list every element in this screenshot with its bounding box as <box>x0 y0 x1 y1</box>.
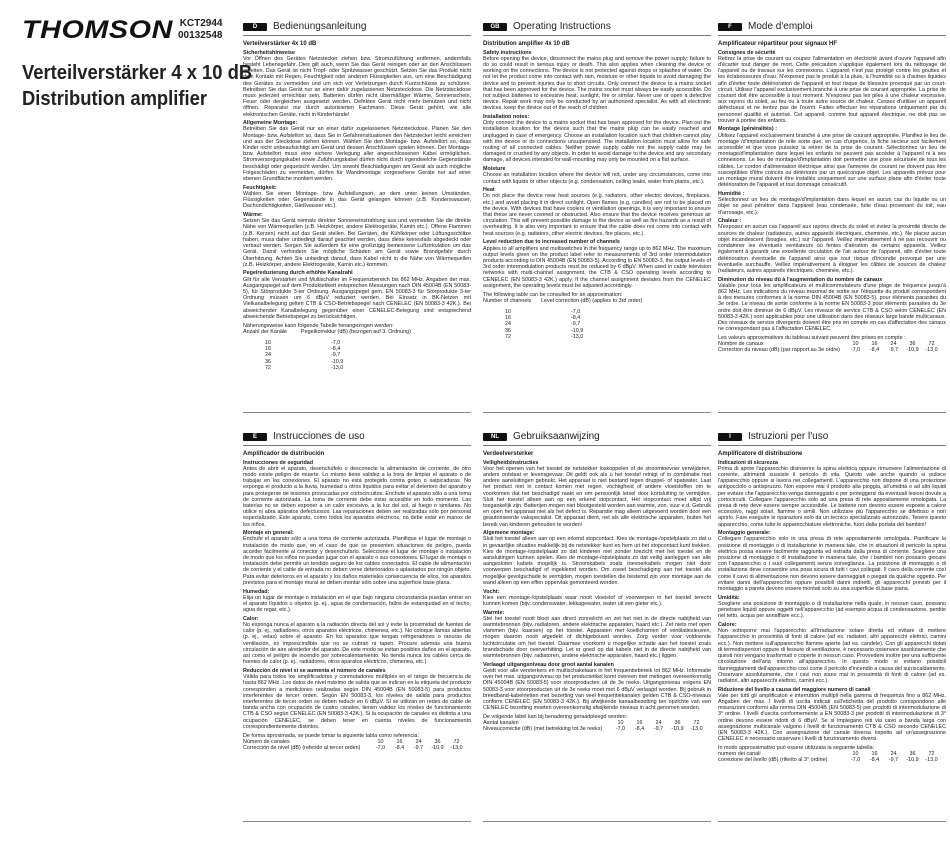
section-heading: Verlaagd uitgangsniveau door groot aantal kanalen <box>483 661 614 668</box>
channels-header: numero dei canali <box>718 751 761 758</box>
channel-count: 72 <box>928 751 935 758</box>
language-badge: F <box>718 23 742 31</box>
language-title: Operating Instructions <box>513 21 611 32</box>
section-text: Geldt voor alle versterkers en multischakelaars in het frequentiebereik tot 862 MHz. Informatie over het max. uitgangsniveau op het productetiket komt overeen met metingen overeenkomstig DIN 45004B (EN 50083-5) voor stoorproducten uit de 3e reeks. Uitgangsniveau volgens EN 50083-3 voor stoorproducten uit de 3e reeks moet met 6 dBµV verlaagd worden. Bij gebruik in breedband-kabelnetten met bezetting van veel frequentiekanalen gelden CTB & CSO-niveaus conform CENELEC (EN 50083-3 42K.). Bij afwijkende kanaalbezetting ten opzichte van een CENELEC-bezetting moeten overeenkomstig afwijkende niveaus in acht genomen worden. <box>483 668 711 712</box>
product-name: Amplificateur répartiteur pour signaux HF <box>718 41 838 47</box>
channels-header: Número de canales <box>243 738 290 745</box>
section-heading: Vocht: <box>483 588 500 595</box>
level-correction-table <box>243 739 471 751</box>
channel-count: 24 <box>655 720 662 727</box>
level-correction-table <box>718 751 946 763</box>
section-heading: Sicherheitshinweise <box>243 49 295 56</box>
section-heading: Consignes de sécurité <box>718 49 776 56</box>
correction-value: -8,4 <box>571 315 581 322</box>
table-intro: De volgende tabel kan bij benadering geraadpleegd worden: <box>483 713 628 720</box>
product-name: Verteilverstärker 4x 10 dB <box>243 41 317 47</box>
divider <box>718 412 946 413</box>
correction-value: -7,0 <box>571 308 581 315</box>
divider <box>243 821 471 822</box>
section-text: Betreiben Sie das Gerät nur an einer dafür zugelassenen Netzsteckdose. Planen Sie den Montage- bzw. Aufstellort so, dass Sie in Gefahrensituationen den Netzstecker leicht erreichen und aus der Steckdose ziehen können. Wählen Sie den Montage- bzw. Aufstellort so, dass Kinder nicht unbeaufsichtigt am Gerät und dessen Anschlüssen spielen können. Der Montage- bzw. Aufstellort muss eine sichere Verlegung aller angeschlossenen Kabel ermöglichen. Stromversorgungskabel sowie Zuführungskabel dürfen nicht durch irgendwelche Gegenstände beschädigt oder gequetscht werden. Um sowohl Beschädigungen am Gerät als auch mögliche Folgeschäden zu vermeiden, dürfen für Wandmontage vorgesehene Geräte nur auf einer ebenen Grundfläche montiert werden. <box>243 126 471 183</box>
section-heading: Reducción de nivel si se aumenta el número de canales <box>243 668 386 674</box>
correction-header: Corrección de nivel (dB) (referido al tercer orden) <box>243 744 361 751</box>
language-title: Bedienungsanleitung <box>273 21 367 32</box>
correction-value: -13,0 <box>571 333 584 340</box>
correction-value: -10,9 <box>431 744 444 751</box>
channel-count: 16 <box>396 738 403 745</box>
correction-value: -13,0 <box>331 364 344 371</box>
channel-count: 72 <box>265 364 271 371</box>
table-row <box>718 347 946 353</box>
channel-count: 24 <box>890 751 897 758</box>
section-text: Vale per tutti gli amplificatori e interruttori multipli nella gamma di frequenza fino a 862 MHz. Angaben der max. I livelli di uscita indicati sull'etichetta del prodotto corrispondono alle misurazioni conformi alla norma DIN 45004B (EN 50083-5) per prodotti di intermodulazione di 3° ordine. I livelli d'uscita conformemente a EN 50083-3 per prodotti di intermodulazione di 3° ordine devono essere ridotti di 6 dBµV. Se si impiegano reti via cavo a banda larga con assegnazione multicanale valgono i livelli di funzionamento CTB & CSO secondo CENELEC (EN 50083-3 42K.). Con assegnazione del canale diversa rispetto ad un'assegnazione CENELEC è necessario osservare i livelli di funzionamento diversi. <box>718 692 946 743</box>
table-intro: The following table can be consulted for an approximation: <box>483 291 623 298</box>
section-heading: Chaleur : <box>718 218 742 225</box>
correction-value: -10,9 <box>906 347 919 354</box>
section-heading: Montaggio generale: <box>718 530 771 537</box>
section-text: Prima di aprire l'apparecchio disinserire la spina elettrica oppure rimuovere l'alimentazione di corrente, altrimenti sussiste il pericolo di vita. Questo vale anche quando si pulisce l'apparecchio oppure si lavora nei collegamenti. L'apparecchio non dispone di una protezione antigocciolo o antispruzzo. Non esporre mai il prodotto alla pioggia, all'umidità o ad altri liquidi per evitare che l'apparecchio venga danneggiato e per proteggersi da eventuali lesioni dovute a cortocircuiti. Collegare l'apparecchio solo ad una presa di rete appositamente omologata. La presa di rete deve essere sempre accessibile. Le batterie non devono essere esposte a calore eccessivo, raggi solari, fiamme o simili. Non utilizzare più l'apparecchio se difettoso e non aprirlo. Fare eseguire le riparazioni solo da un tecnico specializzato autorizzato. Tenere questo apparecchio, come tutte le apparecchiature elettroniche, fuori dalla portata dei bambini! <box>718 465 946 528</box>
brand-logo: THOMSON <box>22 16 173 44</box>
language-header <box>718 430 946 446</box>
product-codes <box>178 18 223 42</box>
level-correction-table <box>483 720 711 732</box>
correction-header: Niveaucorrectie (dB) (met betrekking tot 3e reeks) <box>483 726 603 733</box>
section-heading: Warmte: <box>483 609 505 616</box>
section-dutch <box>483 430 711 733</box>
section-spanish <box>243 430 471 751</box>
section-text: Wählen Sie einen Montage- bzw. Aufstellungsort, an dem unter keinen Umständen, Flüssigkeiten oder Gegenstände in das Gerät gelangen können (z.B. Kondenswasser, Dachundichtigkeiten, Gießwasser etc.). <box>243 190 471 210</box>
table-intro: Les valeurs approximatives du tableau suivant peuvent être prises en compte : <box>718 334 906 341</box>
main-title <box>22 60 252 112</box>
correction-header: Pegelkorrektur (dB) (bezogen auf 3. Ordnung) <box>301 328 411 335</box>
language-header <box>243 20 471 36</box>
channels-header: Nombre de canaux <box>718 341 764 348</box>
correction-value: -13,0 <box>450 744 463 751</box>
section-text: Applies to all amplifiers and multiswitches in the frequency range up to 862 MHz. The maximum output levels given on the product label refer to measurements of 3rd order intermodulation products according to DIN 45004B (EN 50083-5). According to EN 50083-3, the output levels of 3rd order intermodulation products must be reduced by 6 dBµV. When used in cable television networks with multi-channel assignment, the CTB & CSO operating levels according to CENELEC (EN 50083-3 42K.) apply. If the channel assignment deviates from the CENELEC assignment, the operating levels must be adjusted accordingly. <box>483 245 711 289</box>
level-correction-table <box>718 341 946 353</box>
correction-value: -9,7 <box>653 726 664 733</box>
correction-value: -8,4 <box>869 347 880 354</box>
title-english: Distribution amplifier <box>22 88 208 110</box>
section-text: Voor het openen van het toestel de netstekker loskoppelen of de stroomtoevoer verwijderen, anders ontstaat er levensgevaar. Dit geldt ook als u het toestel reinigt of in combinatie met andere aansluitingen gebruikt. Het apparaat is niet bestand tegen druppel- of spatwater. Laat het product niet in contact komen met regen, vochtigheid of andere vloeistoffen om te voorkomen dat het beschadigd raakt en om persoonlijk letsel door kortsluiting te vermijden. Sluit het toestel alleen aan op een erkend stopcontact. Het stopcontact moet altijd vrij toegankelijk zijn. Batterijen mogen niet blootgesteld worden aan warmte, zon, vuur e.d. Gebruik en open het apparaat niet als het defect is. Reparatie mag alleen uitgevoerd worden door een geautoriseerde vakspecialist. Dit apparaat dient, net als alle elektrische apparaten, buiten het bereik van kinderen gehouden te worden! <box>483 465 711 528</box>
section-text: Do not place the device near heat sources (e.g. radiators, other electric devices, fireplaces, etc.) and avoid placing it in direct sunlight. Open flames (e.g. candles) are not to be placed on the device. With devices that have coolers or ventilation openings, it is very important to ensure that these are never covered or obstructed. Also ensure that the device receives generous air circulation. This will prevent possible damage to the device as well as fire hazards as a result of overheating. It is also very important to ensure that the cable does not come into contact with heat sources (e.g. radiators, other electric devices, fire places, etc.). <box>483 193 711 237</box>
correction-value: -10,9 <box>331 358 344 365</box>
level-correction-table <box>243 329 471 371</box>
language-title: Mode d'emploi <box>748 21 813 32</box>
section-text: Collegare l'apparecchio solo in una presa di rete appositamente omologata. Pianificare la posizione di montaggio o di installazione in maniera tale, che in situazioni di pericolo la spina elettrica possa essere facilmente raggiunta ed estratta dalla presa di corrente. Scegliere una posizione di montaggio o di installazione in maniera tale, che i bambini non possano giocare con l'apparecchio o i suoi collegamenti senza sorveglianza. La posizione di montaggio o di installazione deve consentire una posa sicura di tutti i cavi collegati. Il cavo della corrente così come il cavo di alimentazione non devono essere danneggiati o piegati da qualche oggetto. Per evitare danni dell'apparecchio oppure possibili danni indiretti, gli apparecchi previsti per il montaggio a parete devono essere montati solo su una superficie di base piana. <box>718 536 946 593</box>
table-row <box>483 334 711 340</box>
correction-value: -9,7 <box>888 347 899 354</box>
correction-header: Level correction (dB) (applies to 3rd order) <box>541 297 643 304</box>
section-heading: Montaje en general: <box>243 530 294 537</box>
table-row <box>483 726 711 732</box>
language-badge: E <box>243 433 267 441</box>
section-heading: Calor: <box>243 615 259 622</box>
section-text: Elija un lugar de montaje o instalación en el que bajo ninguna circunstancia puedan entrar en el aparato líquidos u objetos (p. ej., agua de condensación, fallos de estanquidad en el techo, agua de regar, etc.). <box>243 594 471 614</box>
section-italian <box>718 430 946 764</box>
section-text: Utilisez l'appareil exclusivement branché à une prise de courant appropriée. Planifiez le lieu de montage /d'implantation de telle sorte que, en cas d'urgence, la fiche secteur soit facilement accessible et que vous puissiez la retirer de la prise de courant. Sélectionnez un lieu de montage/d'implantation dans lequel les enfants ne peuvent pas accéder à l'appareil ni à ses connexions. Le lieu de montage/d'implantation doit permettre une pose sécurisée de tous les câbles. Le cordon d'alimentation électrique ainsi que l'amenée de courant ne doivent pas être susceptibles d'être coincés ou détériorés par un quelconque objet. Les appareils prévus pour un montage mural doivent être installés uniquement sur une surface plane afin d'éviter toute détérioration de l'appareil et tout dommage consécutif. <box>718 132 946 189</box>
channels-header: Aantal kanalen <box>483 720 519 727</box>
channel-count: 36 <box>909 341 916 348</box>
section-heading: Riduzione del livello a causa del maggiore numero di canali <box>718 686 871 693</box>
section-text: Scegliere una posizione di montaggio o di installazione nella quale, in nessun caso, possano penetrare liquidi oppure oggetti nell'apparecchio (ad esempio acqua di condensazione, perdite nel tetto, acqua per annaffiare ecc.). <box>718 600 946 620</box>
correction-value: -10,9 <box>571 327 584 334</box>
section-german <box>243 20 471 371</box>
channel-count: 72 <box>693 720 700 727</box>
section-heading: Wärme: <box>243 212 263 219</box>
section-text: Sélectionnez un lieu de montage/d'implantation dans lequel en aucun cas du liquide ou un objet ne peut pénétrer dans l'appareil (eau condensée, fuite d'eau provenant du toit, eau d'arrosage, etc.). <box>718 197 946 216</box>
correction-value: -9,7 <box>888 757 899 764</box>
section-heading: Diminution du niveau dû à l'augmentation du nombre de canaux <box>718 276 883 283</box>
section-heading: Feuchtigkeit: <box>243 184 277 191</box>
channel-count: 10 <box>377 738 384 745</box>
channel-count: 16 <box>871 751 878 758</box>
channel-count: 24 <box>890 341 897 348</box>
channel-count: 16 <box>505 315 511 322</box>
divider <box>243 412 471 413</box>
section-text: Válida para todos los amplificadores y conmutadores múltiples en el rango de frecuencia de hasta 862 MHz. Los datos de nivel máximo de salida que se indican en la etiqueta del producto corresponden a mediciones realizadas según DIN 45004B (EN 50083-5) para productos interferentes de tercer orden. Según EN 50083-3, los niveles de salida para productos interferentes de tercer orden se deben reducir en 6 dBµV. Si se utilizan en redes de cable de banda ancha con ocupación de cuatro canales, tienen validez los niveles de funcionamiento CTB & CSO según CENELEC (EN 50083-3 42K.). Si la ocupación de canales es distinta a una ocupación CENELEC, se deben tener en cuenta niveles de funcionamiento correspondientemente distintos. <box>243 674 471 730</box>
section-text: Enchufe el aparato sólo a una toma de corriente autorizada. Planifique el lugar de montaje o instalación de modo que, en el caso de que se presenten situaciones de peligro, pueda acceder fácilmente al conector y desenchufarlo. Seleccione el lugar de montaje o instalación de modo que los niños no puedan jugar con el aparato o sus conexiones. El lugar de montaje o instalación debe permitir un tendido seguro de los cables conectados. El cable de alimentación de corriente y el cable de entrada no deben verse deteriorados o aplastados por ningún objeto. Para evitar deterioros en el aparato y los daños materiales consecuencia de ellos, los aparatos previstos para el montaje mural se deben montar sólo sobre una superficie base plana. <box>243 536 471 586</box>
article-number: KCT2944 <box>179 18 223 29</box>
channel-count: 10 <box>505 308 511 315</box>
channel-count: 24 <box>415 738 422 745</box>
section-text: Gilt für alle Verstärker und Multischalter im Frequenzbereich bis 862 MHz. Angaben der max. Ausgangspegel auf dem Produktetikett entsprechen Messungen nach DIN 45004B (EN 50083-5), für Störprodukte 3-ter Ordnung. Ausgangspegel gem. EN 50083-3 für Störprodukte 3-ter Ordnung müssen um 6 dBµV reduziert werden. Bei Einsatz in BK-Netzen mit Vielkanalbelegung gelten CTB & CSO-Betriebspegel nach CENELEC (EN 50083-3 42K.). Bei abweichender Kanalbelegung gegenüber einer CENELEC-Belegung sind entsprechend abweichende Betriebspegel zu berücksichtigen. <box>243 276 471 320</box>
channel-count: 72 <box>928 341 935 348</box>
section-heading: Level reduction due to increased number of channels <box>483 239 620 246</box>
correction-value: -13,0 <box>925 347 938 354</box>
section-text: Valable pour tous les amplificateurs et multicommutateurs d'une plage de fréquence jusqu'à 862 MHz. Les indications du niveau maximal de sortie sur l'étiquette du produit correspondent à des mesures conformes à la norme DIN 45004B (EN 50083-5), pour éléments parasites du 3e ordre. Le niveau de sortie conforme à la norme EN 50083-3 pour éléments parasites du 3e ordre doit être diminué de 6 dBµV. Les niveaux de service CTB & CSO selon CENELEC (EN 50083-3 42K.) sont applicables pour une utilisation dans des réseaux large bande multicanaux. Des niveaux de service divergents doivent être pris en compte en cas d'affectation des canaux ne correspondant pas à l'affectation CENELEC. <box>718 282 946 333</box>
level-correction-table <box>483 298 711 340</box>
channel-count: 36 <box>505 327 511 334</box>
correction-value: -7,0 <box>850 757 861 764</box>
channel-count: 36 <box>909 751 916 758</box>
language-header <box>483 430 711 446</box>
channel-count: 36 <box>265 358 271 365</box>
correction-value: -10,9 <box>906 757 919 764</box>
section-english <box>483 20 711 340</box>
correction-value: -8,4 <box>869 757 880 764</box>
section-text: N'exposez en aucun cas l'appareil aux rayons directs du soleil et évitez la proximité directe de sources de chaleur (radiateurs, autres appareils électriques, cheminée, etc.). Ne placez aucun objet incandescent (bougies, etc.) sur l'appareil. Veillez impérativement à ne pas recouvrir ou condamner les éventuels ventilateurs ou fentes d'aération de certains appareils. Veillez également à garantir une excellente circulation de l'air autour de l'appareil, afin d'éviter toute détérioration éventuelle de l'appareil ainsi que tout risque d'incendie provoqué par une éventuelle surchauffe. Veillez impérativement à éloigner les câbles de sources de chaleur (radiateurs, autres appareils électriques, cheminée, etc.). <box>718 224 946 274</box>
section-text: Kies een montage-/opstelplaats waar nooit vloeistof of voorwerpen in het toestel terecht kunnen komen (bijv. condenswater, lekkagewater, water uit een gieter etc.). <box>483 594 711 607</box>
channels-header: Anzahl der Kanäle <box>243 328 288 335</box>
section-heading: Humidité : <box>718 190 745 197</box>
language-badge: D <box>243 23 267 31</box>
correction-value: -7,0 <box>331 339 341 346</box>
section-heading: Algemene montage: <box>483 530 535 537</box>
correction-value: -13,0 <box>925 757 938 764</box>
channels-header: Number of channels <box>483 297 532 304</box>
table-intro: Näherungsweise kann folgende Tabelle herangezogen werden: <box>243 322 394 329</box>
product-name: Distribution amplifier 4x 10 dB <box>483 41 570 47</box>
language-badge: NL <box>483 433 507 441</box>
correction-value: -7,0 <box>375 744 386 751</box>
channel-count: 36 <box>434 738 441 745</box>
section-heading: Montage (généralités) : <box>718 126 778 133</box>
channel-count: 16 <box>636 720 643 727</box>
correction-value: -13,0 <box>690 726 703 733</box>
correction-value: -7,0 <box>850 347 861 354</box>
product-name: Amplificador de distribución <box>243 451 325 457</box>
ean-code: 00132548 <box>178 30 223 41</box>
divider <box>483 821 711 822</box>
section-text: Vor Öffnen des Gerätes Netzstecker ziehen bzw. Stromzuführung entfernen, andernfalls besteht Lebensgefahr. Dies gilt auch, wenn Sie das Gerät reinigen oder an den Anschlüssen arbeiten. Das Gerät ist nicht Tropf- oder Spritzwasser geschützt. Setzen Sie das Produkt nicht dem Kontakt mit Regen, Feuchtigkeit oder anderen Flüssigkeiten aus, um eine Beschädigung des Gerätes zu vermeiden und um sich vor Verletzungen durch Kurzschlüsse zu schützen. Betreiben Sie das Gerät nur an einer dafür zugelassenen Netzsteckdose. Die Netzsteckdose muss jederzeit erreichbar sein. Batterien dürfen nicht übermäßiger Wärme, Sonnenschein, Feuer oder dergleichen ausgesetzt werden. Defektes Gerät nicht mehr benutzen und nicht öffnen. Reparatur nur durch autorisierten Fachmann. Diese Gerät gehört, wie alle elektronischen Geräte, nicht in Kinderhände! <box>243 55 471 118</box>
channel-count: 24 <box>505 321 511 328</box>
section-text: Stel het toestel nooit bloot aan direct zonnelicht en zet het niet in de directe nabijheid van warmtebronnen (bijv. radiatoren, andere elektrische apparaten, haard etc.). Zet niets met open vlammen (bijv. kaarsen) op het toestel. Apparaten met koellichamen of ventilatiesleuven, mogen daarom nooit afgedekt of dichtgebouwd worden. Zorg verder voor voldoende luchtcirculatie om het toestel. Daarmee voorkomt u mogelijke schade aan het toestel zoals brandschade door oververhitting. Let er goed op dat kabels niet in de directe nabijheid van warmtebronnen (bijv. radiatoren, andere elektrische apparaten, haard etc.) liggen. <box>483 615 711 660</box>
section-heading: Heat <box>483 187 495 194</box>
section-heading: Instrucciones de seguridad <box>243 459 314 466</box>
section-text: No exponga nunca el aparato a la radiación directa del sol y evite la proximidad de fuentes de calor (p. ej., radiadores, otros aparatos eléctricos, chimenea, etc.). No coloque llamas abiertas (p. ej., velas) sobre el aparato. En los aparatos que tengan refrigeradores o ranuras de ventilación, es imprescindible que no se cubran ni tapen. Procure además una buena circulación de aire alrededor del aparato. De este modo se evitan posibles daños en el aparato, así como el peligro de incendio por sobrecalentamiento. No tienda nunca los cables cerca de fuentes de calor (p. ej., radiadores, otros aparatos eléctricos, chimenea, etc.). <box>243 622 471 666</box>
channel-count: 10 <box>617 720 624 727</box>
channel-count: 10 <box>852 341 859 348</box>
section-text: Sluit het toestel alleen aan op een erkend stopcontact. Kies de montage-/opstelplaats zo dat u in gevaarlijke situaties makkelijk bij de netstekker kunt en hem uit het stopcontact kunt trekken. Kies de montage-/opstelplaats zo dat kinderen niet zonder toezicht met het toestel en de aansluitingen kunnen spelen. Kies de montage-/opstelplaats zo dat veilig aanleggen van alle aangesloten kabels mogelijk is. Stroomkabels zoals toevoerkabels mogen niet door voorwerpen beschadigd of ingeklemd worden. Om zowel beschadiging aan het toestel als mogelijke gevolgschade te vermijden, mogen toestellen die bestemd zijn voor montage aan de wand alleen op een effen oppervlak gemonteerd worden. <box>483 536 711 586</box>
divider <box>718 821 946 822</box>
language-header <box>483 20 711 36</box>
channel-count: 72 <box>453 738 460 745</box>
table-intro: De forma aproximada, se puede tomar la siguiente tabla como referencia: <box>243 732 419 739</box>
section-heading: Pegelreduzierung durch erhöhte Kanalzahl <box>243 270 353 277</box>
section-text: Retirez la prise de courant ou coupez l'alimentation en électricité avant d'ouvrir l'appareil afin d'écarter tout danger de mort. Cette précaution s'applique également lors du nettoyage de l'appareil ou de travaux sur les connexions. L'appareil n'est pas protégé contre les gouttes et les éclaboussures d'eau. N'exposez pas le produit à la pluie, à l'humidité ou à d'autres liquides afin d'éviter toute détérioration de l'appareil et tout risque de blessure provoqué par un court-circuit. Utilisez l'appareil exclusivement branché à une prise de courant appropriée. La prise de courant doit être accessible à tout moment. N'exposez pas les piles à une chaleur excessive, aux rayons du soleil, au feu ou à toute autre source de chaleur. Cessez d'utiliser un appareil défectueux et ne tentez pas de l'ouvrir. Faites effectuer les réparations uniquement par du personnel qualifié et autorisé. Cet appareil, comme tout appareil électrique, ne doit pas se trouver à portée des enfants. <box>718 55 946 124</box>
language-badge: GB <box>483 23 507 31</box>
table-row <box>718 757 946 763</box>
section-heading: Humedad: <box>243 588 270 595</box>
section-text: Choose an installation location where the device will not, under any circumstances, come into contact with liquids or other objects (e.g. condensation, ceiling leaks, water from plants, etc.). <box>483 172 711 185</box>
correction-value: -8,4 <box>331 346 341 353</box>
table-row <box>243 745 471 751</box>
section-heading: Moisture <box>483 166 506 173</box>
correction-value: -8,4 <box>634 726 645 733</box>
language-title: Istruzioni per l'uso <box>748 431 829 442</box>
correction-header: Correction du niveau (dB) (par rapport au 3e ordre) <box>718 347 840 354</box>
correction-header: correzione del livello (dB) (riferito al 3° ordine) <box>718 757 828 764</box>
section-text: Only connect the device to a mains socket that has been approved for the device. Plan out the installation location for the device such that the mains plug can be easily reached and unplugged in case of emergency. Choose an installation location such that children cannot play with the device or its connections unsupervised. The installation location must allow for safe routing of all connected cables. Neither power supply cable nor the supply cable may be damaged or crushed by any objects. In order to avoid damage to the device and any secondary damage, all devices intended for wall-mounting may only be mounted on a flat surface. <box>483 120 711 164</box>
language-header <box>718 20 946 36</box>
section-text: Antes de abrir el aparato, desenchúfelo o desconecte la alimentación de corriente, de otro modo existe peligro de muerte. Lo mismo tiene validez a la hora de limpiar el aparato o de trabajar en las conexiones. El aparato no está protegido contra goteo o salpicaduras. No exponga el producto a la lluvia, humedad u otros líquidos para evitar el deterioro del aparato y para protegerse de lesiones provocadas por cortocircuitos. Enchufe el aparato sólo a una toma de corriente autorizada. La toma de corriente debe estar accesible en todo momento. Las baterías no se deben exponer a un calor excesivo, a la luz del sol, al fuego o similares. No utilice ni abra aparatos defectuosos. Las reparaciones deben ser realizadas sólo por personal especializado. Este aparato, como todos los aparatos eléctricos, no debe estar en manos de los niños. <box>243 465 471 528</box>
product-name: Amplificatore di distribuzione <box>718 451 803 457</box>
section-french <box>718 20 946 354</box>
section-heading: Calore: <box>718 622 737 629</box>
section-heading: Safety instructions <box>483 49 532 56</box>
section-heading: Installation notes: <box>483 114 530 121</box>
section-text: Non sottoporre mai l'apparecchio all'irradiazione solare diretta ed evitare di mettere l'apparecchio in prossimità di fonti di calore (ad es. radiatori, altri apparecchi elettrici, camini ecc.). Non mettere sull'apparecchio fiamme aperte (ad es. candele). Con gli apparecchi dotati di termodispersori oppure di fessure di ventilazione, è necessario osservare assolutamente che questi non vengano trasformati o coperte in nessun caso. Provvedere inoltre per una sufficiente circolazione dell'aria intorno all'apparecchio. In questo modo si evitano possibili danneggiamenti dell'apparecchio così come il pericolo d'incendio a causa del surriscaldamento. Osservare assolutamente, che i cavi non siano mai in prossimità di fonti di calore (ad es. radiatori, altri apparecchi elettrici, camini ecc.). <box>718 628 946 684</box>
divider <box>483 412 711 413</box>
language-badge: I <box>718 433 742 441</box>
correction-value: -7,0 <box>615 726 626 733</box>
language-title: Gebruiksaanwijzing <box>513 431 600 442</box>
correction-value: -9,7 <box>571 321 581 328</box>
channel-count: 16 <box>265 346 271 353</box>
channel-count: 10 <box>852 751 859 758</box>
table-row <box>243 365 471 371</box>
channel-count: 16 <box>871 341 878 348</box>
title-german: Verteilverstärker 4 x 10 dB <box>22 62 253 84</box>
channel-count: 24 <box>265 352 271 359</box>
section-heading: Veiligheidsinstructies <box>483 459 539 466</box>
section-text: Before opening the device, disconnect the mains plug and remove the power supply; failure to do so could result in serious injury or death. This also applies when cleaning the device or working on the connections. The device is not protected against drops or splashes of water. Do not let the product come into contact with rain, moisture or other liquids to avoid damaging the device and to prevent injuries due to short circuits. Only connect the device to a mains socket that has been approved for the device. The mains socket must always be easily accessible. Do not subject batteries to excessive heat, sunlight, fire or similar. Never use or open a defective device. Repair work may only be conducted by an authorized specialist. As with all electronic devices, keep the device out of the reach of children. <box>483 55 711 112</box>
correction-value: -9,7 <box>413 744 424 751</box>
correction-value: -8,4 <box>394 744 405 751</box>
channel-count: 36 <box>674 720 681 727</box>
table-intro: In modo approssimativo può essere utilizzata la seguente tabella: <box>718 744 875 751</box>
section-heading: Indicazioni di sicurezza <box>718 459 778 466</box>
section-heading: Umidità: <box>718 594 740 601</box>
language-title: Instrucciones de uso <box>273 431 365 442</box>
correction-value: -9,7 <box>331 352 341 359</box>
correction-value: -10,9 <box>671 726 684 733</box>
language-header <box>243 430 471 446</box>
channel-count: 10 <box>265 339 271 346</box>
product-name: Verdeelversterker <box>483 451 534 457</box>
channel-count: 72 <box>505 333 511 340</box>
section-text: Setzen Sie das Gerät niemals direkter Sonneneinstrahlung aus und vermeiden Sie die direkte Nähe von Wärmequellen (z.B. Heizkörper, andere Elektrogeräte, Kamin etc.). Offene Flammen (z.B. Kerzen) nicht auf das Gerät stellen. Bei Geräten, die Kühlkörper oder Lüftungsschlitze haben, muss daher unbedingt darauf geachtet werden, dass diese keinesfalls abgedeckt oder verbaut werden. Sorgen Sie außerdem für eine großzügig bemessene Luftzirkulation um das Gerät. Damit verhindern Sie mögliche Schäden am Gerät sowie Brandgefahr durch Überhitzung. Achten Sie unbedingt darauf, dass Kabel nicht in die Nähe von Wärmequellen (z.B. Heizkörper, andere Elektrogeräte, Kamin etc.) kommen. <box>243 218 471 268</box>
section-heading: Allgemeine Montage: <box>243 120 298 127</box>
